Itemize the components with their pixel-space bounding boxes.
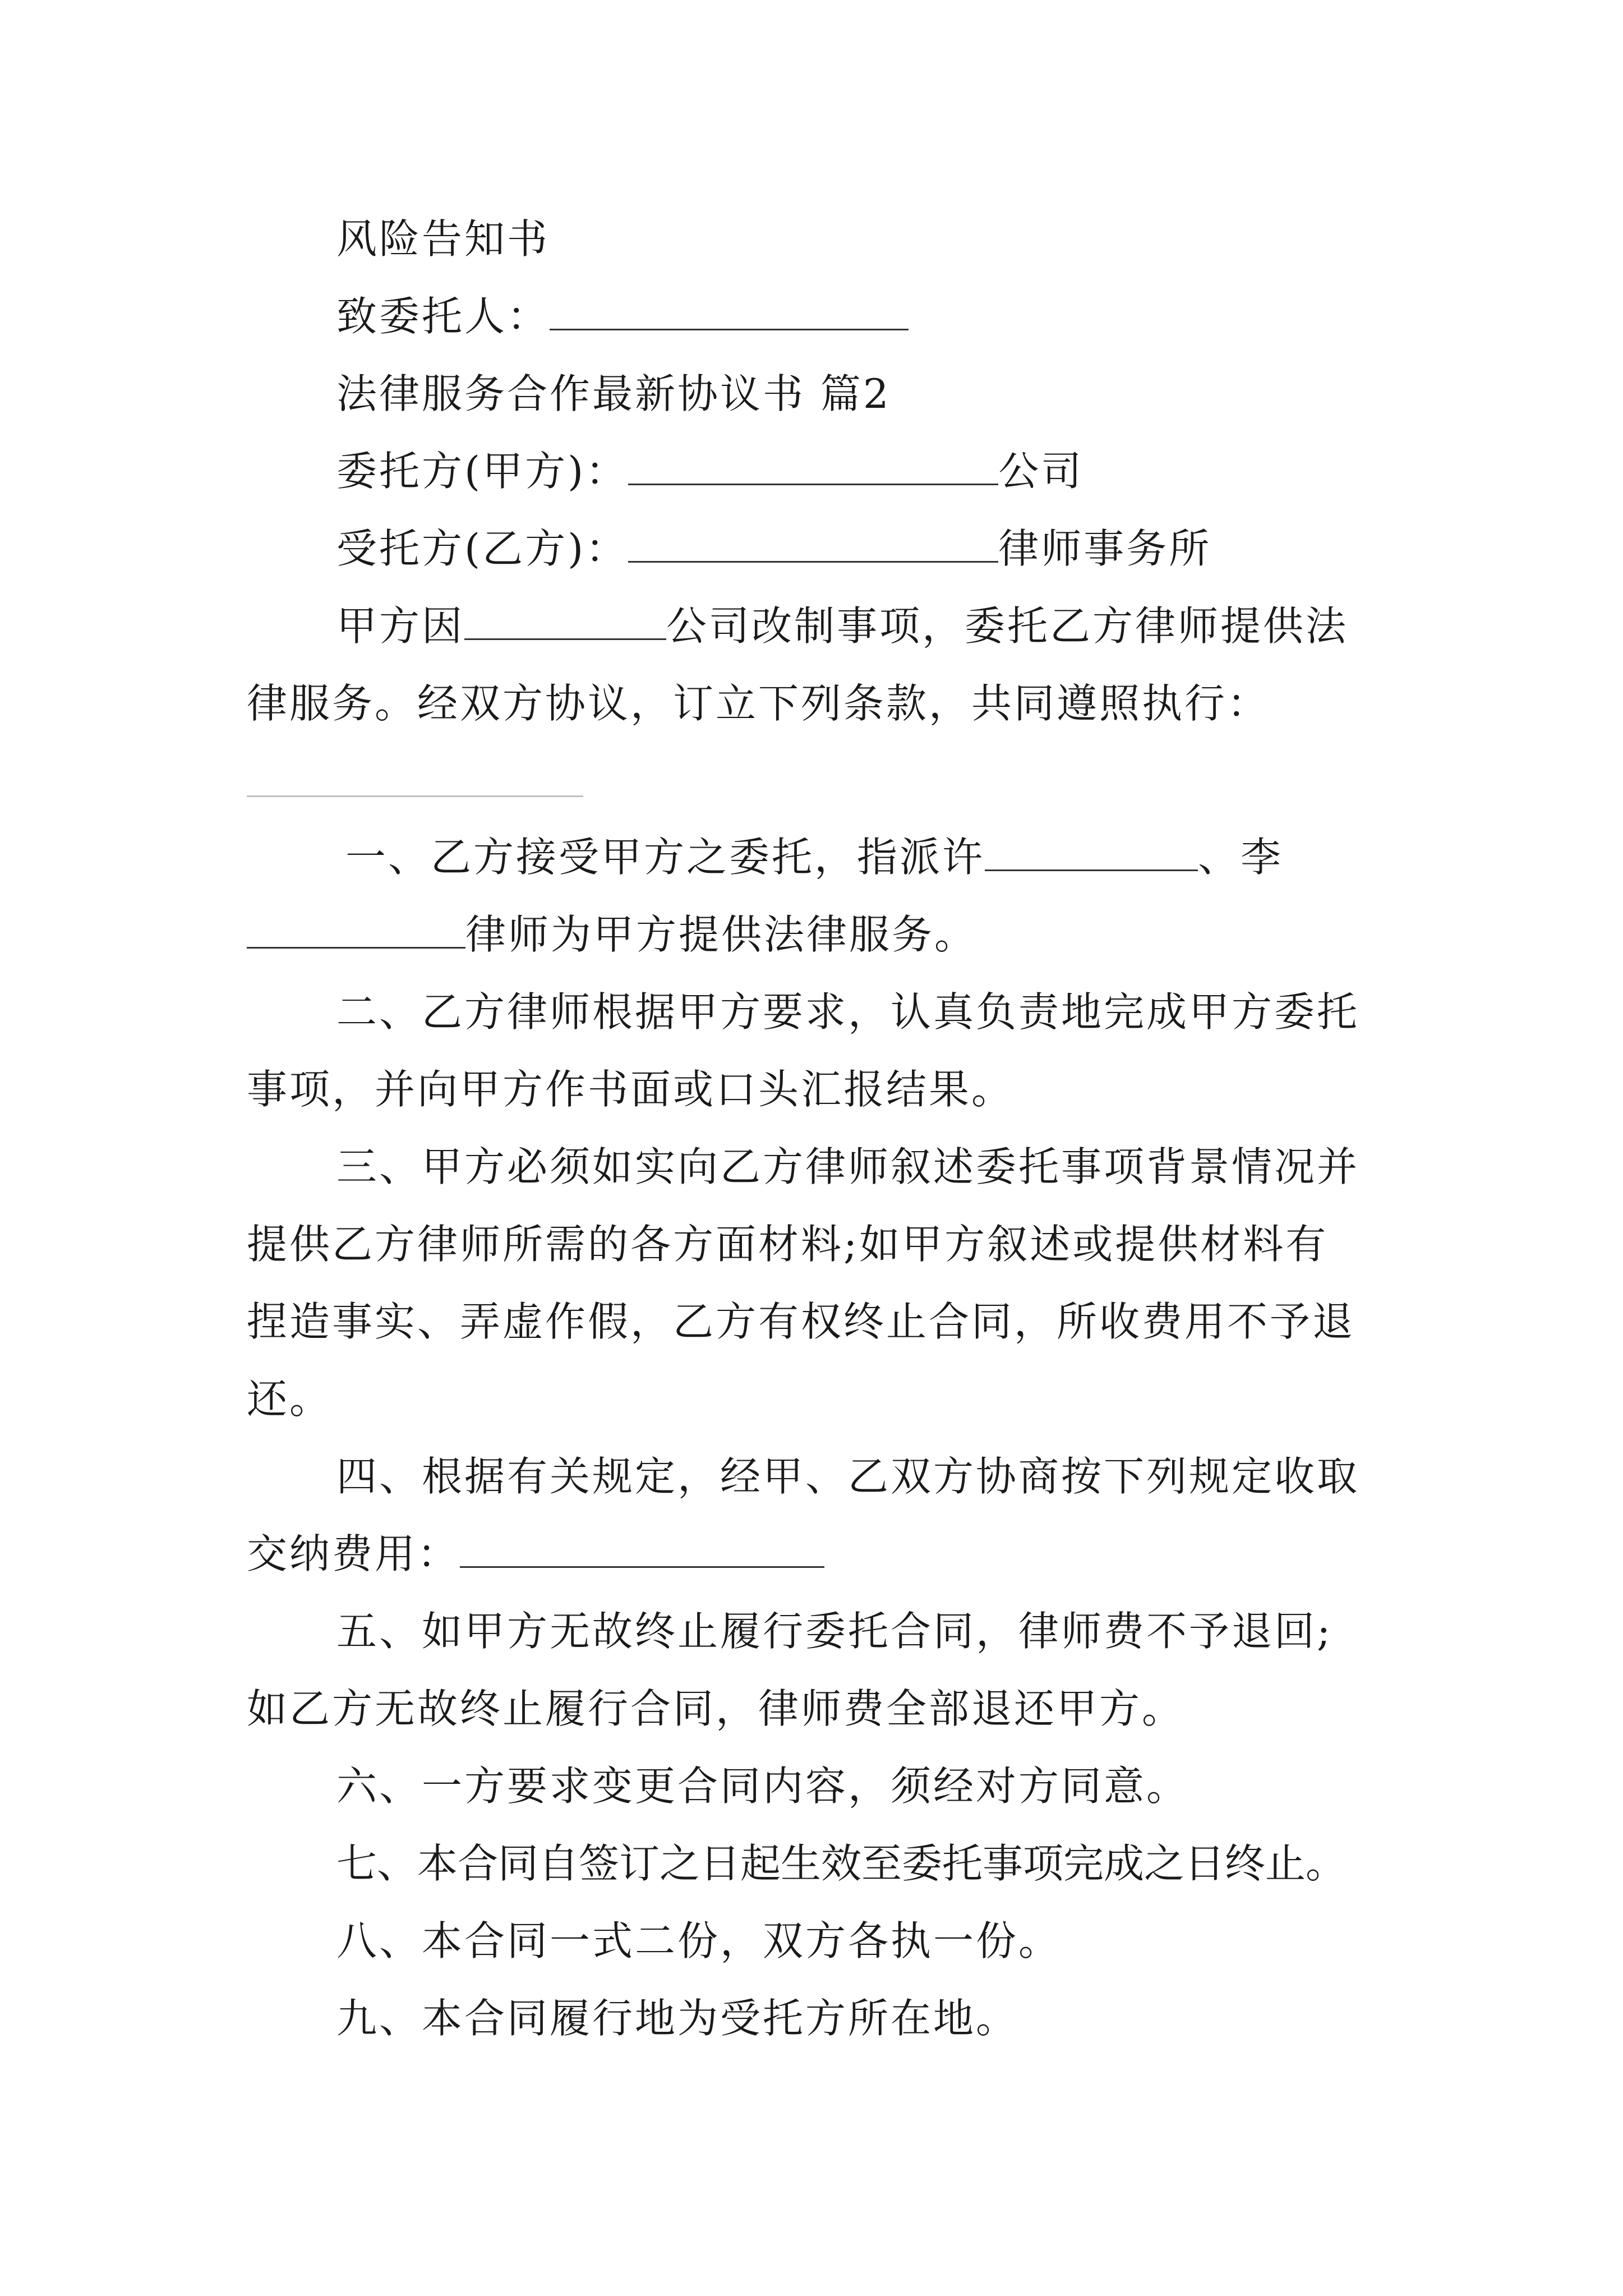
to-client-label: 致委托人：: [336, 293, 550, 340]
clause-2-line-2: [247, 1062, 1391, 1116]
risk-notice-title: [336, 212, 1481, 266]
to-client-line: [336, 289, 1481, 343]
client-name-blank[interactable]: [550, 289, 909, 330]
lawyer-li-blank[interactable]: [247, 908, 465, 949]
clause-5-text-1: 五、如甲方无故终止履行委托合同，律师费不予退回;: [336, 1608, 1333, 1655]
party-b-suffix: 律师事务所: [998, 525, 1212, 572]
clause-7-text: 七、本合同自签订之日起生效至委托事项完成之日终止。: [336, 1840, 1347, 1887]
party-a-blank[interactable]: [628, 444, 998, 485]
clause-6-line: [336, 1759, 1481, 1813]
company-blank[interactable]: [464, 599, 666, 640]
clause-2-text-1: 二、乙方律师根据甲方要求，认真负责地完成甲方委托: [336, 988, 1360, 1036]
clause-2-line-1: [336, 985, 1481, 1039]
clause-1-line-1: [345, 830, 1490, 884]
clause-4-text-1: 四、根据有关规定，经甲、乙双方协商按下列规定收取: [336, 1453, 1360, 1500]
clause-1-text-2: 律师为甲方提供法律服务。: [465, 911, 978, 958]
party-b-blank[interactable]: [628, 522, 998, 563]
party-b-line: [336, 522, 1481, 576]
clause-3-line-3: [247, 1295, 1391, 1349]
clause-3-line-4: [247, 1372, 1391, 1426]
clause-3-text-2: 提供乙方律师所需的各方面材料;如甲方叙述或提供材料有: [247, 1221, 1329, 1268]
clause-5-text-2: 如乙方无故终止履行合同，律师费全部退还甲方。: [247, 1685, 1185, 1732]
clause-4-line-1: [336, 1450, 1481, 1503]
party-b-label: 受托方(乙方)：: [336, 525, 629, 572]
clause-5-line-2: [247, 1682, 1391, 1736]
agreement-title: [336, 367, 1481, 421]
intro-line-2: [247, 677, 1391, 730]
clause-5-line-1: [336, 1604, 1481, 1658]
clause-3-text-4: 还。: [247, 1375, 333, 1423]
clause-2-text-2: 事项，并向甲方作书面或口头汇报结果。: [247, 1066, 1015, 1113]
clause-4-line-2: [247, 1527, 1391, 1581]
intro-line-1: [336, 599, 1481, 653]
fee-blank[interactable]: [460, 1527, 824, 1568]
clause-3-text-1: 三、甲方必须如实向乙方律师叙述委托事项背景情况并: [336, 1143, 1360, 1190]
intro-text-2: 律服务。经双方协议，订立下列条款，共同遵照执行：: [247, 680, 1270, 727]
clause-3-line-2: [247, 1217, 1391, 1271]
clause-7-line: [336, 1837, 1481, 1890]
party-a-suffix: 公司: [998, 448, 1084, 495]
clause-8-text: 八、本合同一式二份，双方各执一份。: [336, 1917, 1062, 1964]
agreement-title-text: 法律服务合作最新协议书 篇2: [336, 370, 891, 417]
intro-prefix: 甲方因: [336, 602, 465, 650]
party-a-line: [336, 444, 1481, 498]
clause-1-text: 一、乙方接受甲方之委托，指派许: [345, 834, 985, 881]
separator-blank: [247, 795, 583, 797]
risk-notice-title-text: 风险告知书: [336, 215, 550, 263]
clause-3-line-1: [336, 1140, 1481, 1194]
clause-9-line: [336, 1991, 1481, 2045]
clause-3-text-3: 捏造事实、弄虚作假，乙方有权终止合同，所收费用不予退: [247, 1298, 1355, 1345]
intro-suffix: 公司改制事项，委托乙方律师提供法: [666, 602, 1349, 650]
party-a-label: 委托方(甲方)：: [336, 448, 629, 495]
clause-4-text-2: 交纳费用：: [247, 1530, 460, 1577]
clause-1-line-2: [247, 908, 1391, 961]
lawyer-xu-blank[interactable]: [985, 830, 1198, 871]
clause-8-line: [336, 1914, 1481, 1968]
clause-9-text: 九、本合同履行地为受托方所在地。: [336, 1995, 1019, 2042]
clause-1-suffix: 、李: [1198, 834, 1284, 881]
clause-6-text: 六、一方要求变更合同内容，须经对方同意。: [336, 1763, 1189, 1810]
